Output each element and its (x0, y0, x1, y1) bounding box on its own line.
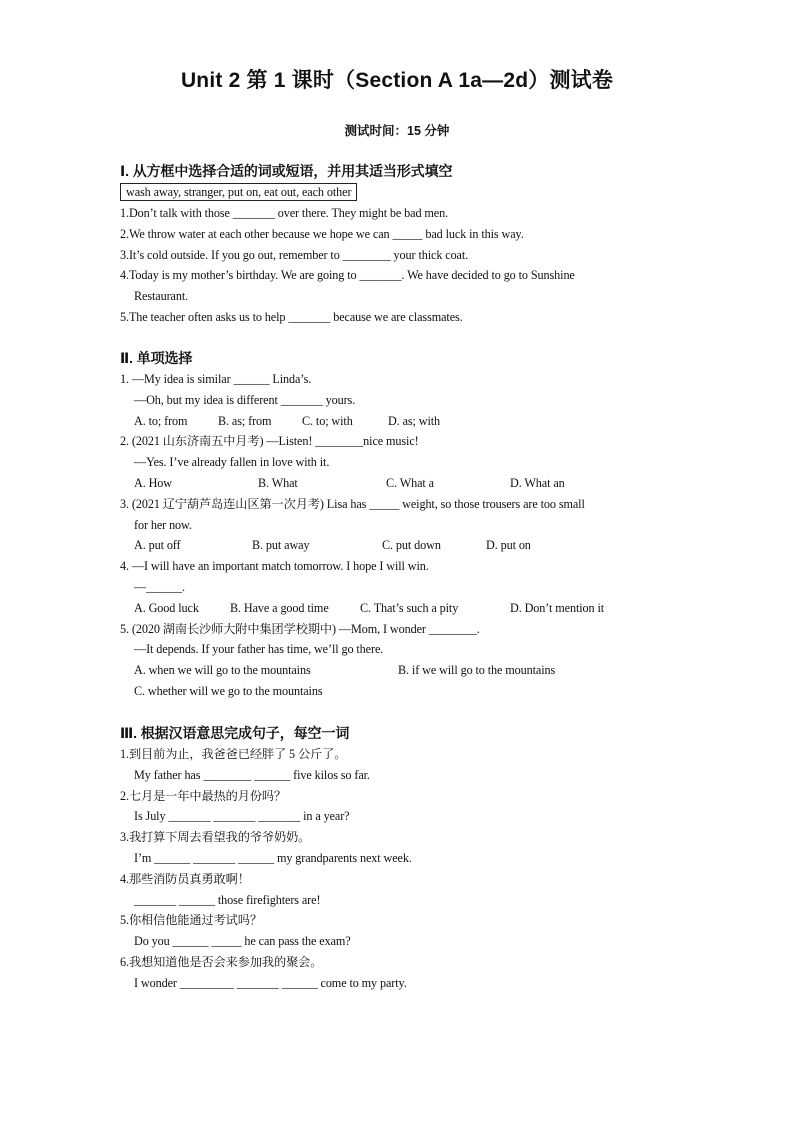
section-3-item-english: My father has ________ ______ five kilos so far. (134, 767, 370, 782)
option-c: C. to; with (302, 413, 353, 428)
word-box: wash away, stranger, put on, eat out, each other (120, 183, 357, 201)
section-1-item-continued: Restaurant. (134, 289, 189, 304)
section-3-item-chinese: 4.那些消防员真勇敢啊！ (120, 871, 250, 886)
section-3-item-chinese: 2.七月是一年中最热的月份吗？ (120, 788, 287, 803)
question-1-options (120, 411, 680, 432)
option-b: B. Have a good time (230, 600, 329, 615)
option-b: B. as; from (218, 413, 272, 428)
question-3-options (120, 535, 680, 556)
option-d: D. put on (486, 538, 531, 553)
section-1-heading: Ⅰ. 从方框中选择合适的词或短语，并用其适当形式填空 (120, 163, 453, 179)
question-3-stem-continued: for her now. (134, 517, 192, 532)
section-1-item: 3.It’s cold outside. If you go out, remember to ________ your thick coat. (120, 247, 469, 262)
section-3-item-chinese: 6.我想知道他是否会来参加我的聚会。 (120, 954, 323, 969)
option-c: C. put down (382, 538, 441, 553)
question-1-stem: 1. —My idea is similar ______ Linda’s. (120, 372, 312, 386)
question-5-stem: 5. (2020 湖南长沙师大附中集团学校期中) —Mom, I wonder ________. (120, 621, 480, 636)
question-5-options (120, 660, 680, 681)
option-c: C. That’s such a pity (360, 600, 459, 615)
option-c: C. whether will we go to the mountains (134, 683, 323, 698)
option-a: A. when we will go to the mountains (134, 663, 311, 678)
section-3-item-english: Do you ______ _____ he can pass the exam? (134, 934, 351, 949)
question-4-stem: 4. —I will have an important match tomorrow. I hope I will win. (120, 559, 429, 574)
option-a: A. Good luck (134, 600, 199, 615)
option-b: B. What (258, 475, 298, 490)
section-1-item: 1.Don’t talk with those _______ over there. They might be bad men. (120, 206, 449, 220)
section-1-item: 2.We throw water at each other because we hope we can _____ bad luck in this way. (120, 226, 524, 241)
section-1-item: 5.The teacher often asks us to help _______ because we are classmates. (120, 309, 463, 324)
section-1 (120, 160, 680, 328)
option-d: D. What an (510, 475, 565, 490)
question-5-response: —It depends. If your father has time, we’ll go there. (134, 642, 384, 657)
test-time: 测试时间：15 分钟 (344, 124, 450, 138)
option-a: A. How (134, 475, 172, 490)
question-4-response: —______. (134, 579, 185, 594)
page-title: Unit 2 第 1 课时（Section A 1a—2d）测试卷 (180, 69, 614, 92)
question-4-options (120, 598, 680, 619)
section-3-item-chinese: 1.到目前为止，我爸爸已经胖了 5 公斤了。 (120, 747, 347, 761)
question-2-response: —Yes. I’ve already fallen in love with it. (134, 455, 330, 470)
question-3-stem: 3. (2021 辽宁葫芦岛连山区第一次月考) Lisa has _____ weight, so those trousers are too small (120, 496, 585, 511)
question-2-options (120, 473, 680, 494)
section-3-item-english: _______ ______ those firefighters are! (134, 892, 321, 907)
question-1-response: —Oh, but my idea is different _______ yours. (134, 392, 356, 407)
option-b: B. if we will go to the mountains (398, 663, 556, 678)
section-3-item-chinese: 3.我打算下周去看望我的爷爷奶奶。 (120, 830, 311, 845)
option-a: A. to; from (134, 413, 188, 428)
question-5-options-row-2 (120, 681, 680, 702)
section-2-heading: Ⅱ. 单项选择 (120, 350, 193, 366)
section-1-item: 4.Today is my mother’s birthday. We are going to _______. We have decided to go to Sunshine (120, 268, 575, 283)
option-c: C. What a (386, 475, 434, 490)
section-3 (120, 722, 680, 994)
section-3-item-english: I’m ______ _______ ______ my grandparents next week. (134, 850, 412, 865)
option-b: B. put away (252, 538, 310, 553)
option-d: D. Don’t mention it (510, 600, 605, 615)
section-3-heading: Ⅲ. 根据汉语意思完成句子，每空一词 (120, 725, 350, 741)
question-2-stem: 2. (2021 山东济南五中月考) —Listen! ________nice music! (120, 434, 419, 449)
section-2 (120, 347, 680, 702)
section-3-item-chinese: 5.你相信他能通过考试吗？ (120, 913, 262, 928)
section-3-item-english: Is July _______ _______ _______ in a year? (134, 809, 350, 824)
option-a: A. put off (134, 538, 181, 553)
option-d: D. as; with (388, 413, 441, 428)
section-3-item-english: I wonder _________ _______ ______ come to my party. (134, 975, 407, 990)
